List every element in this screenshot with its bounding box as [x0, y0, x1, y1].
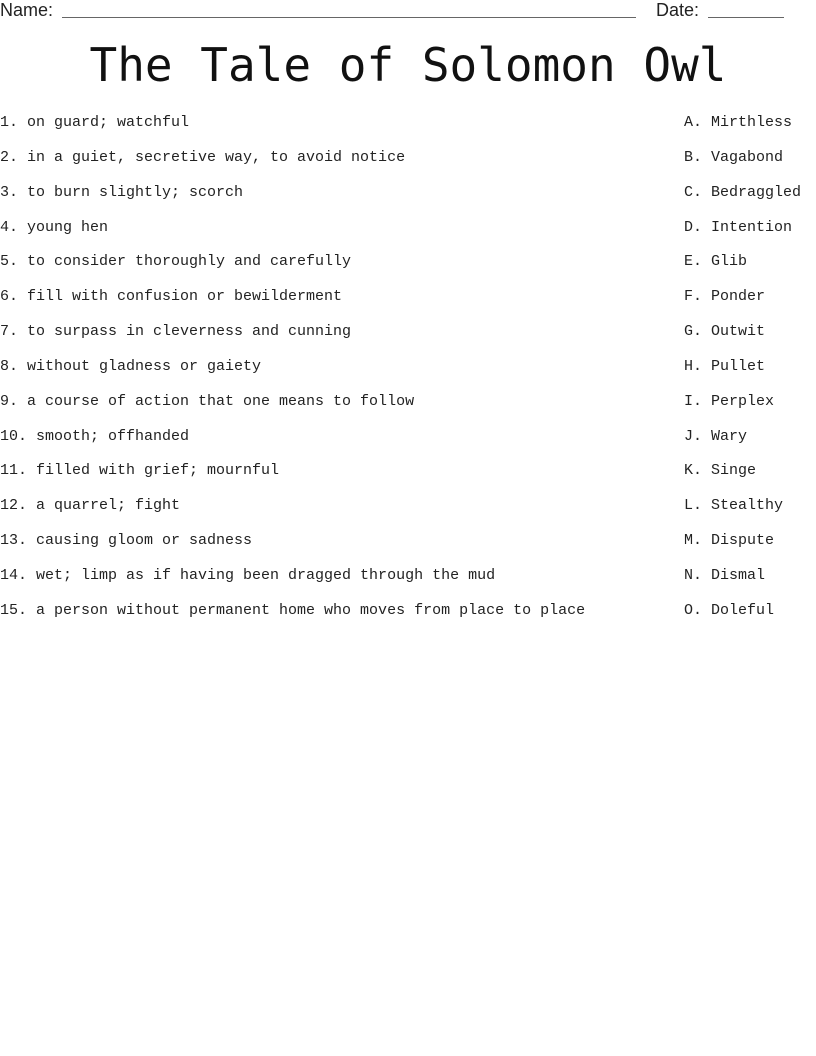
- answer-option: F. Ponder: [684, 288, 766, 306]
- answer-option: E. Glib: [684, 253, 748, 271]
- answer-option: K. Singe: [684, 462, 757, 480]
- list-item: [0, 217, 816, 252]
- answer-option: I. Perplex: [684, 392, 775, 410]
- answer-option: J. Wary: [684, 427, 748, 445]
- clue-text: 11. filled with grief; mournful: [0, 462, 280, 480]
- name-blank-line: [62, 17, 636, 18]
- answer-option: O. Doleful: [684, 601, 775, 619]
- clue-text: 10. smooth; offhanded: [0, 427, 190, 445]
- clue-text: 6. fill with confusion or bewilderment: [0, 288, 343, 306]
- list-item: [0, 112, 816, 147]
- list-item: [0, 530, 816, 565]
- answer-option: L. Stealthy: [684, 497, 784, 515]
- name-label: Name:: [0, 0, 54, 20]
- clue-text: 8. without gladness or gaiety: [0, 357, 262, 375]
- list-item: [0, 460, 816, 495]
- answer-option: M. Dispute: [684, 532, 775, 550]
- clue-text: 4. young hen: [0, 218, 109, 236]
- clue-text: 15. a person without permanent home who moves from place to place: [0, 601, 586, 619]
- list-item: [0, 182, 816, 217]
- answer-option: N. Dismal: [684, 566, 766, 584]
- date-label: Date:: [656, 0, 700, 20]
- page-title: The Tale of Solomon Owl: [89, 38, 727, 92]
- answer-option: A. Mirthless: [684, 114, 793, 131]
- date-blank-line: [708, 17, 784, 18]
- list-item: [0, 565, 816, 600]
- list-item: [0, 356, 816, 391]
- list-item: [0, 321, 816, 356]
- worksheet-header: [0, 0, 816, 24]
- answer-option: H. Pullet: [684, 357, 766, 375]
- list-item: [0, 251, 816, 286]
- clue-text: 3. to burn slightly; scorch: [0, 183, 244, 201]
- answer-option: G. Outwit: [684, 323, 766, 341]
- clue-text: 5. to consider thoroughly and carefully: [0, 253, 352, 271]
- list-item: [0, 426, 816, 461]
- clue-text: 12. a quarrel; fight: [0, 497, 181, 515]
- list-item: [0, 495, 816, 530]
- answer-option: C. Bedraggled: [684, 183, 802, 201]
- answer-option: B. Vagabond: [684, 148, 784, 166]
- matching-list: [0, 112, 816, 635]
- clue-text: 7. to surpass in cleverness and cunning: [0, 323, 352, 341]
- list-item: [0, 600, 816, 635]
- clue-text: 2. in a guiet, secretive way, to avoid notice: [0, 148, 406, 166]
- list-item: [0, 286, 816, 321]
- list-item: [0, 147, 816, 182]
- clue-text: 13. causing gloom or sadness: [0, 532, 253, 550]
- clue-text: 9. a course of action that one means to follow: [0, 392, 415, 410]
- clue-text: 14. wet; limp as if having been dragged through the mud: [0, 566, 496, 584]
- clue-text: 1. on guard; watchful: [0, 114, 190, 131]
- answer-option: D. Intention: [684, 218, 793, 236]
- list-item: [0, 391, 816, 426]
